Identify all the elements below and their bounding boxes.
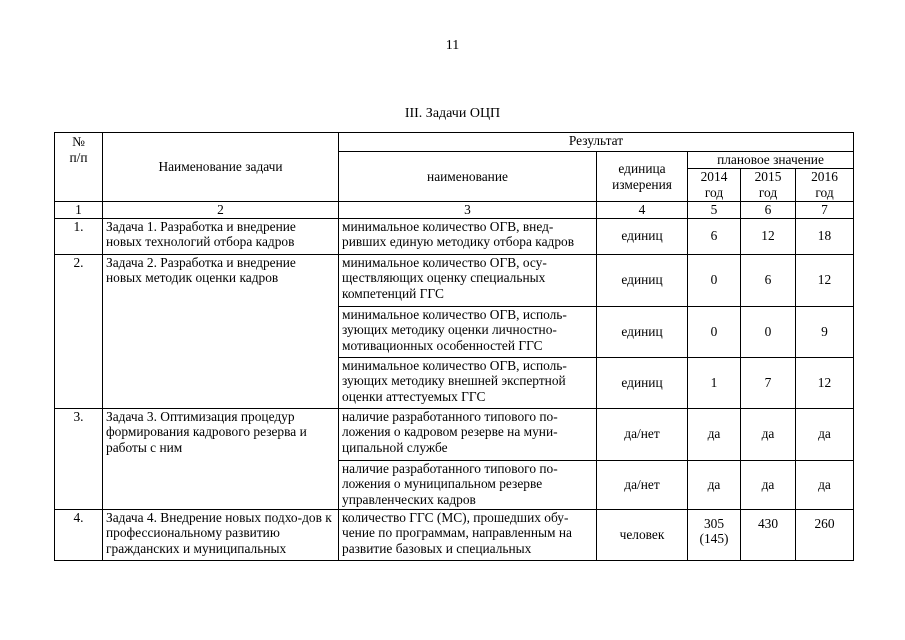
header-unit-line2: измерения xyxy=(612,176,672,192)
indicator-name: наличие разработанного типового по-ложения о муниципальном резерве управленческих кадров xyxy=(339,460,597,509)
col-number: 5 xyxy=(688,202,741,219)
value-2015: 430 xyxy=(741,509,796,560)
value-2015: 6 xyxy=(741,254,796,306)
header-2015-god: год xyxy=(758,184,778,200)
value-2015: 7 xyxy=(741,357,796,408)
task-name: Задача 3. Оптимизация процедур формирования кадрового резерва и работы с ним xyxy=(103,408,339,509)
header-2014-god: год xyxy=(704,184,724,200)
indicator-name: наличие разработанного типового по-ложения о кадровом резерве на муни-ципальной службе xyxy=(339,408,597,460)
table-row xyxy=(55,408,854,460)
task-number: 2. xyxy=(55,254,103,408)
header-unit-line1: единица xyxy=(618,161,666,176)
value-2014: 305 (145) xyxy=(688,509,741,560)
table-row xyxy=(55,218,854,254)
header-2016 xyxy=(796,169,854,202)
section-title: III. Задачи ОЦП xyxy=(404,106,501,121)
col-number: 7 xyxy=(796,202,854,219)
value-2014: да xyxy=(688,460,741,509)
indicator-name: минимальное количество ОГВ, исполь-зующих методику оценки личностно-мотивационных особенностей ГГС xyxy=(339,306,597,357)
table-row xyxy=(55,509,854,560)
value-2014: 6 xyxy=(688,218,741,254)
header-num xyxy=(55,133,103,202)
value-2014: да xyxy=(688,408,741,460)
value-2014: 0 xyxy=(688,254,741,306)
col-number: 1 xyxy=(55,202,103,219)
page-number: 11 xyxy=(445,38,460,53)
indicator-unit: единиц xyxy=(597,357,688,408)
header-2015-year: 2015 xyxy=(754,169,782,184)
header-2014-year: 2014 xyxy=(700,169,728,184)
header-planned: плановое значение xyxy=(688,152,854,169)
header-result-name: наименование xyxy=(339,152,597,202)
col-number: 4 xyxy=(597,202,688,219)
indicator-unit: единиц xyxy=(597,218,688,254)
col-number: 3 xyxy=(339,202,597,219)
col-number: 2 xyxy=(103,202,339,219)
indicator-name: количество ГГС (МС), прошедших обу-чение по программам, направленным на развитие базовых и специальных xyxy=(339,509,597,560)
table-row xyxy=(55,254,854,306)
value-2016: да xyxy=(796,408,854,460)
indicator-unit: единиц xyxy=(597,254,688,306)
indicator-unit: человек xyxy=(597,509,688,560)
indicator-name: минимальное количество ОГВ, внед-ривших единую методику отбора кадров xyxy=(339,218,597,254)
header-result: Результат xyxy=(339,133,854,152)
tasks-table xyxy=(54,132,854,561)
value-2015: да xyxy=(741,408,796,460)
task-name: Задача 4. Внедрение новых подхо-дов к профессиональному развитию гражданских и муниципальных xyxy=(103,509,339,560)
task-name: Задача 1. Разработка и внедрение новых технологий отбора кадров xyxy=(103,218,339,254)
indicator-name: минимальное количество ОГВ, осу-ществляющих оценку специальных компетенций ГГС xyxy=(339,254,597,306)
header-2016-year: 2016 xyxy=(811,169,838,184)
header-num-line1: № xyxy=(72,134,85,149)
header-2015 xyxy=(741,169,796,202)
header-task: Наименование задачи xyxy=(103,133,339,202)
indicator-unit: единиц xyxy=(597,306,688,357)
value-2014: 0 xyxy=(688,306,741,357)
task-number: 1. xyxy=(55,218,103,254)
value-2016: да xyxy=(796,460,854,509)
value-2014: 1 xyxy=(688,357,741,408)
header-num-line2: п/п xyxy=(69,149,88,165)
column-number-row xyxy=(55,202,854,219)
value-2016: 12 xyxy=(796,357,854,408)
task-number: 3. xyxy=(55,408,103,509)
header-2016-god: год xyxy=(815,184,834,200)
indicator-unit: да/нет xyxy=(597,460,688,509)
value-2016: 12 xyxy=(796,254,854,306)
indicator-name: минимальное количество ОГВ, исполь-зующих методику внешней экспертной оценки аттестуемых ГГС xyxy=(339,357,597,408)
task-name: Задача 2. Разработка и внедрение новых методик оценки кадров xyxy=(103,254,339,408)
task-number: 4. xyxy=(55,509,103,560)
header-unit xyxy=(597,152,688,202)
value-2016: 260 xyxy=(796,509,854,560)
indicator-unit: да/нет xyxy=(597,408,688,460)
value-2015: 0 xyxy=(741,306,796,357)
value-2015: да xyxy=(741,460,796,509)
value-2016: 18 xyxy=(796,218,854,254)
value-2016: 9 xyxy=(796,306,854,357)
value-2015: 12 xyxy=(741,218,796,254)
col-number: 6 xyxy=(741,202,796,219)
header-2014 xyxy=(688,169,741,202)
